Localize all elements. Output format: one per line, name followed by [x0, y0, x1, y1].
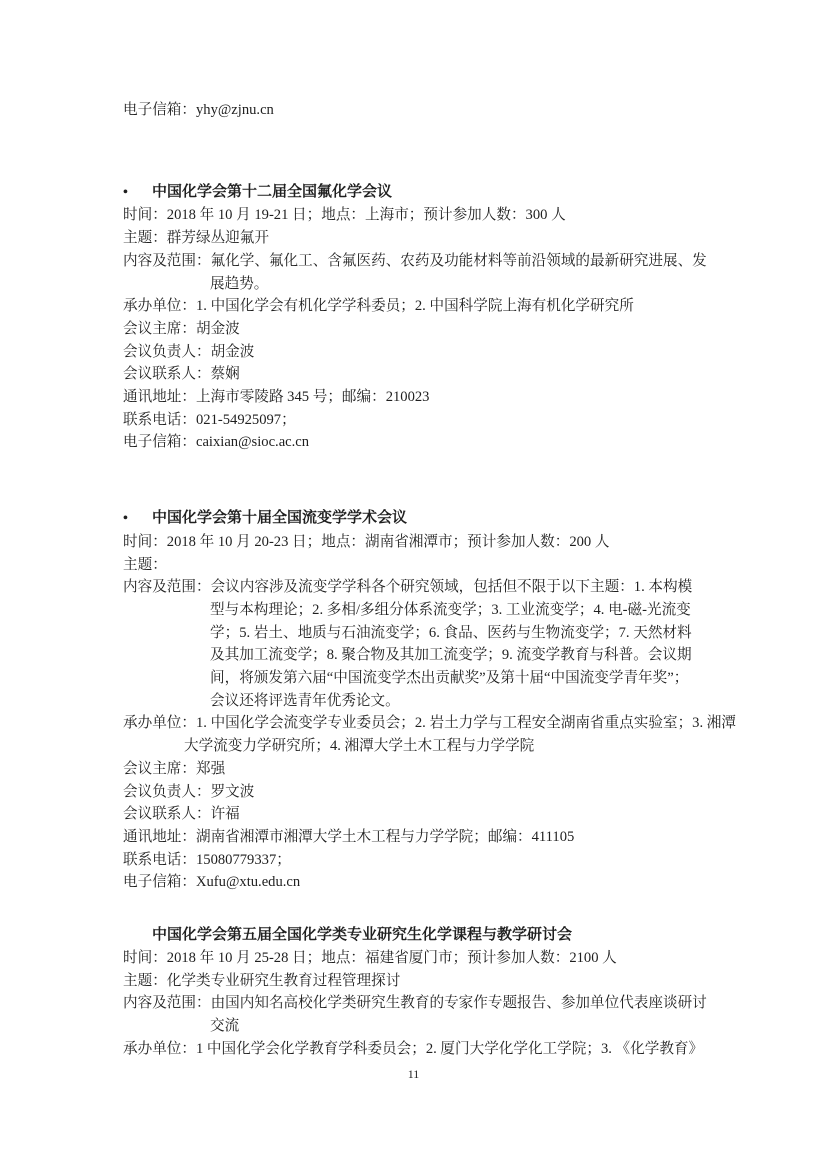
- doc-line: 及其加工流变学；8. 聚合物及其加工流变学；9. 流变学教育与科普。会议期: [210, 647, 692, 664]
- doc-line: 学；5. 岩土、地质与石油流变学；6. 食品、医药与生物流变学；7. 天然材料: [210, 624, 692, 641]
- doc-line: 主题：: [123, 556, 167, 573]
- conference-section: [123, 99, 719, 122]
- doc-line: 承办单位：1. 中国化学会流变学专业委员会；2. 岩土力学与工程安全湖南省重点实验室；3. 湘潭: [123, 715, 736, 732]
- doc-line: 间，将颁发第六届“中国流变学杰出贡献奖”及第十届“中国流变学青年奖”；: [210, 670, 689, 687]
- doc-line: 会议联系人：许福: [123, 806, 240, 823]
- doc-line: 会议主席：郑强: [123, 760, 226, 777]
- doc-line: 承办单位：1. 中国化学会有机化学学科委员；2. 中国科学院上海有机化学研究所: [123, 298, 634, 315]
- doc-line: 内容及范围：氟化学、氟化工、含氟医药、农药及功能材料等前沿领域的最新研究进展、发: [123, 252, 707, 269]
- doc-line: 承办单位：1 中国化学会化学教育学科委员会；2. 厦门大学化学化工学院；3. 《化学教育》: [123, 1040, 704, 1057]
- doc-line: 时间：2018 年 10 月 25-28 日；地点：福建省厦门市；预计参加人数：2100 人: [123, 949, 617, 966]
- bullet-icon: •: [123, 511, 128, 527]
- doc-line: 内容及范围：由国内知名高校化学类研究生教育的专家作专题报告、参加单位代表座谈研讨: [123, 995, 707, 1012]
- conference-section: [123, 924, 719, 1060]
- doc-line: 电子信箱：caixian@sioc.ac.cn: [123, 434, 310, 451]
- doc-line: 联系电话：021-54925097；: [123, 411, 296, 428]
- conference-title: 中国化学会第十二届全国氟化学会议: [152, 183, 393, 200]
- doc-line: 会议主席：胡金波: [123, 320, 240, 337]
- conference-heading: [123, 924, 719, 947]
- document-content: [123, 99, 736, 1060]
- bullet-icon: •: [123, 184, 128, 200]
- doc-line: 联系电话：15080779337；: [123, 851, 291, 868]
- doc-line: 交流: [210, 1017, 240, 1034]
- conference-heading: [123, 181, 719, 205]
- doc-line: 大学流变力学研究所；4. 湘潭大学土木工程与力学学院: [184, 738, 535, 755]
- doc-line: 电子信箱：yhy@zjnu.cn: [123, 102, 274, 118]
- conference-title: 中国化学会第五届全国化学类专业研究生化学课程与教学研讨会: [152, 927, 573, 944]
- doc-line: 通讯地址：湖南省湘潭市湘潭大学土木工程与力学学院；邮编：411105: [123, 828, 575, 845]
- doc-line: 电子信箱：Xufu@xtu.edu.cn: [123, 874, 301, 891]
- doc-line: 型与本构理论；2. 多相/多组分体系流变学；3. 工业流变学；4. 电-磁-光流变: [210, 601, 691, 618]
- doc-line: 内容及范围：会议内容涉及流变学学科各个研究领域，包括但不限于以下主题：1. 本构模: [123, 579, 693, 596]
- doc-line: 时间：2018 年 10 月 20-23 日；地点：湖南省湘潭市；预计参加人数：200 人: [123, 533, 610, 550]
- conference-section: [123, 507, 736, 894]
- doc-line: 时间：2018 年 10 月 19-21 日；地点：上海市；预计参加人数：300 人: [123, 207, 566, 224]
- doc-line: 主题：群芳绿丛迎氟开: [123, 230, 269, 247]
- conference-section: [123, 181, 719, 454]
- doc-line: 会议负责人：罗文波: [123, 783, 255, 800]
- doc-line: 主题：化学类专业研究生教育过程管理探讨: [123, 972, 401, 989]
- doc-line: 通讯地址：上海市零陵路 345 号；邮编：210023: [123, 389, 430, 406]
- doc-line: 会议负责人：胡金波: [123, 343, 255, 360]
- page-number: 11: [407, 1067, 420, 1081]
- conference-title: 中国化学会第十届全国流变学学术会议: [152, 510, 408, 527]
- conference-heading: [123, 507, 719, 531]
- doc-line: 展趋势。: [210, 275, 269, 292]
- doc-line: 会议还将评选青年优秀论文。: [210, 692, 400, 709]
- doc-line: 会议联系人：蔡娴: [123, 366, 240, 383]
